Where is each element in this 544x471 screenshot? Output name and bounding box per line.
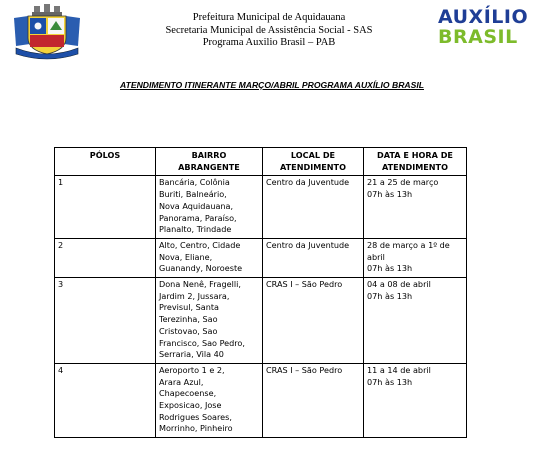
table-row <box>55 238 467 277</box>
secretariat-name: Secretaria Municipal de Assistência Social - SAS <box>165 24 373 36</box>
table-row <box>55 363 467 437</box>
logo-word-brasil: BRASIL <box>438 26 518 48</box>
local-cell: Centro da Juventude <box>263 176 364 239</box>
data-cell: 11 a 14 de abril 07h às 13h <box>364 363 467 437</box>
column-header-bairro: BAIRRO ABRANGENTE <box>156 148 263 176</box>
auxilio-brasil-logo <box>434 6 529 48</box>
logo-word-auxilio: AUXÍLIO <box>438 6 529 28</box>
document-title: ATENDIMENTO ITINERANTE MARÇO/ABRIL PROGRAMA AUXÍLIO BRASIL <box>120 80 424 90</box>
column-header-data: DATA E HORA DE ATENDIMENTO <box>364 148 467 176</box>
polo-cell: 2 <box>55 238 156 277</box>
bairro-cell: Aeroporto 1 e 2, Arara Azul, Chapecoense, Exposicao, Jose Rodrigues Soares, Morrinho, Pinheiro <box>156 363 263 437</box>
municipal-crest-logo <box>10 4 84 62</box>
municipality-name: Prefeitura Municipal de Aquidauana <box>192 12 346 23</box>
bairro-cell: Dona Nenê, Fragelli, Jardim 2, Jussara, Previsul, Santa Terezinha, Sao Cristovao, Sao Francisco, Sao Pedro, Serraria, Vila 40 <box>156 278 263 364</box>
table-header-row <box>55 148 467 176</box>
polo-cell: 1 <box>55 176 156 239</box>
letterhead <box>150 12 388 50</box>
table-row <box>55 278 467 364</box>
bairro-cell: Bancária, Colônia Buriti, Balneário, Nova Aquidauana, Panorama, Paraíso, Planalto, Trindade <box>156 176 263 239</box>
column-header-polos: PÓLOS <box>55 148 156 176</box>
bairro-cell: Alto, Centro, Cidade Nova, Eliane, Guanandy, Noroeste <box>156 238 263 277</box>
data-cell: 04 a 08 de abril 07h às 13h <box>364 278 467 364</box>
column-header-local: LOCAL DE ATENDIMENTO <box>263 148 364 176</box>
program-name: Programa Auxilio Brasil – PAB <box>202 37 336 48</box>
local-cell: CRAS I – São Pedro <box>263 363 364 437</box>
data-cell: 21 a 25 de março 07h às 13h <box>364 176 467 239</box>
local-cell: CRAS I – São Pedro <box>263 278 364 364</box>
local-cell: Centro da Juventude <box>263 238 364 277</box>
data-cell: 28 de março a 1º de abril 07h às 13h <box>364 238 467 277</box>
table-row <box>55 176 467 239</box>
polo-cell: 4 <box>55 363 156 437</box>
polo-cell: 3 <box>55 278 156 364</box>
schedule-table <box>54 147 467 438</box>
